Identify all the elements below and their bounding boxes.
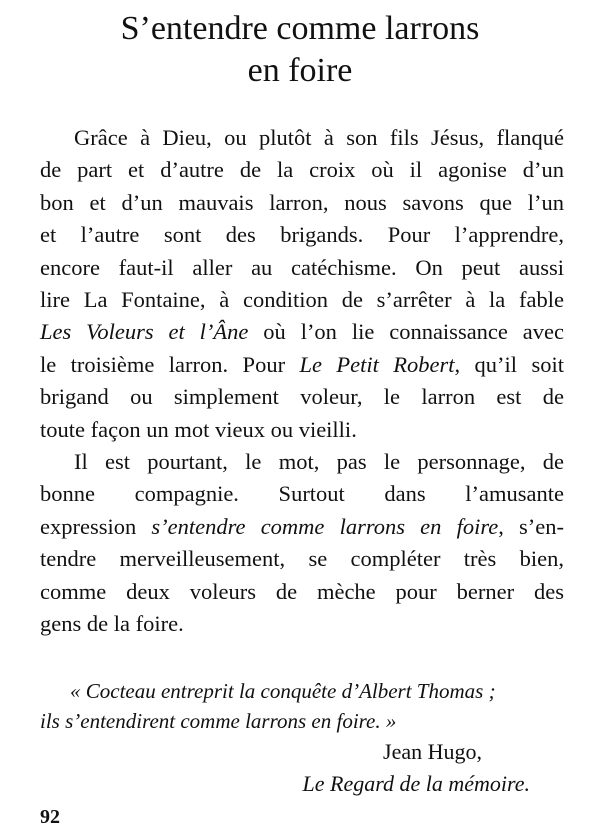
text-line: Grâce à Dieu, ou plutôt à son fils Jésus, flanqué [74, 125, 564, 150]
text-segment: , qu’il soit [454, 351, 564, 377]
text-line: bon et d’un mauvais larron, nous savons que l’un [40, 189, 564, 215]
text-line: encore faut-il aller au catéchisme. On peut aussi [40, 254, 564, 280]
text-segment: le troisième larron. Pour [40, 351, 300, 377]
text-segment: expression [40, 513, 152, 539]
paragraph-1 [40, 122, 564, 446]
quote-line-1: « Cocteau entreprit la conquête d’Albert Thomas ; [70, 679, 496, 703]
text-segment: où l’on lie connaissance avec [248, 319, 565, 345]
text-line: Il est pourtant, le mot, pas le personnage, de [74, 449, 564, 475]
quote-attribution [0, 736, 560, 800]
quote-line-2: ils s’entendirent comme larrons en foire. » [40, 709, 397, 733]
text-line: et l’autre sont des brigands. Pour l’apprendre, [40, 222, 564, 248]
fable-title: Les Voleurs et l’Âne [40, 319, 249, 345]
text-line [40, 316, 564, 348]
page-title [0, 8, 600, 92]
text-line: bonne compagnie. Surtout dans l’amusante [40, 481, 564, 507]
text-line: lire La Fontaine, à condition de s’arrêter à la fable [40, 287, 564, 313]
text-line [40, 349, 564, 381]
title-line-2: en foire [247, 52, 353, 89]
text-line: tendre merveilleusement, se compléter très bien, [40, 546, 564, 572]
text-line: gens de la foire. [40, 611, 184, 637]
citation-quote [40, 676, 564, 736]
text-segment: , s’en- [498, 513, 565, 539]
quote-author: Jean Hugo, [383, 739, 482, 764]
text-line: toute façon un mot vieux ou vieilli. [40, 416, 357, 442]
dictionary-title: Le Petit Robert [299, 351, 455, 377]
text-line: comme deux voleurs de mèche pour berner des [40, 578, 564, 604]
text-line [40, 511, 564, 543]
text-line: de part et d’autre de la croix où il agonise d’un [40, 157, 564, 183]
page-number: 92 [40, 806, 60, 828]
title-line-1: S’entendre comme larrons [120, 10, 480, 47]
text-line: brigand ou simplement voleur, le larron est de [40, 384, 564, 410]
paragraph-2 [40, 446, 564, 640]
expression-italic: s’entendre comme larrons en foire [151, 513, 499, 539]
body-text [40, 122, 564, 641]
quote-source-title: Le Regard de la mémoire. [302, 771, 530, 796]
